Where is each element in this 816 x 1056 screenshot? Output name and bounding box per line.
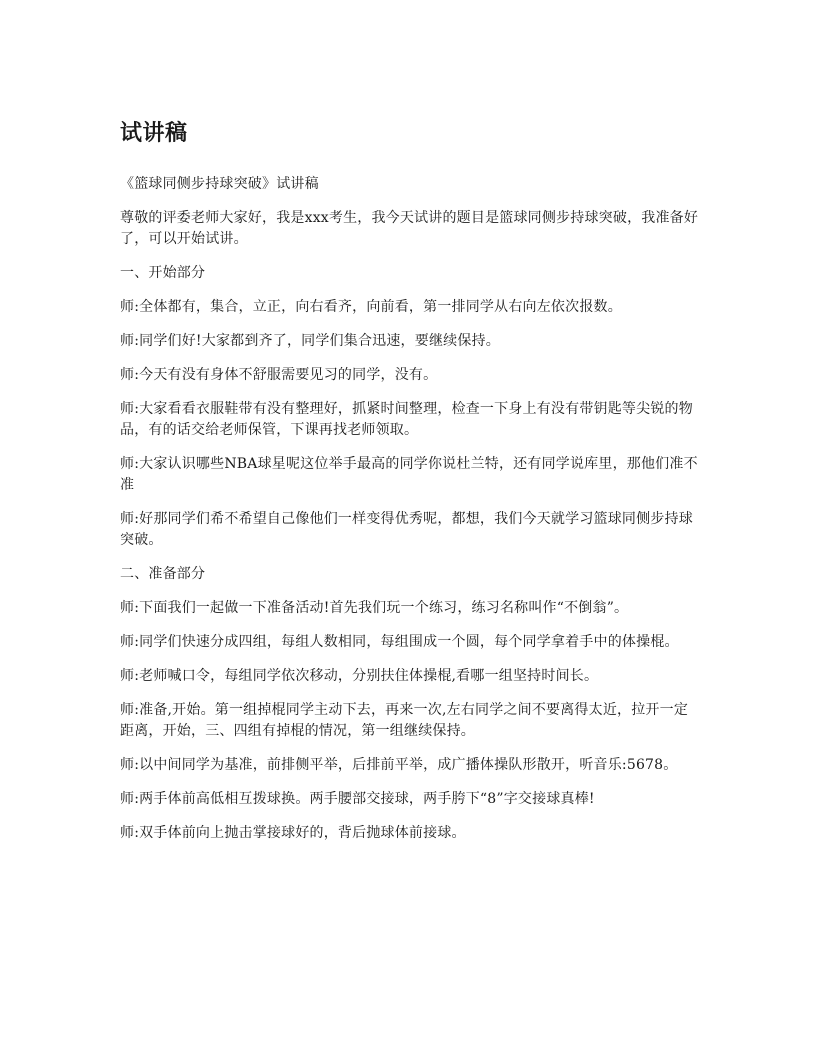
document-page [120,118,700,857]
body-paragraph: 师:同学们好!大家都到齐了，同学们集合迅速，要继续保持。 [120,333,500,349]
body-paragraph: 师:两手体前高低相互拨球换。两手腰部交接球，两手胯下“8”字交接球真棒! [120,791,595,807]
body-paragraph: 师:大家认识哪些NBA球星呢这位举手最高的同学你说杜兰特，还有同学说库里，那他们准不准 [120,456,698,493]
body-paragraph: 师:好那同学们希不希望自己像他们一样变得优秀呢，都想，我们今天就学习篮球同侧步持球突破。 [120,511,693,548]
body-paragraph: 师:准备,开始。第一组掉棍同学主动下去，再来一次,左右同学之间不要离得太近，拉开一定距离，开始，三、四组有掉棍的情况，第一组继续保持。 [120,702,689,739]
section-heading-start: 一、开始部分 [120,265,206,281]
body-paragraph: 师:大家看看衣服鞋带有没有整理好，抓紧时间整理，检查一下身上有没有带钥匙等尖锐的物品，有的话交给老师保管，下课再找老师领取。 [120,401,693,438]
body-paragraph: 师:下面我们一起做一下准备活动!首先我们玩一个练习，练习名称叫作“不倒翁”。 [120,600,629,616]
document-title: 试讲稿 [120,121,188,146]
body-paragraph: 师:以中间同学为基准，前排侧平举，后排前平举，成广播体操队形散开，听音乐:5678。 [120,757,678,773]
greeting-paragraph: 尊敬的评委老师大家好，我是xxx考生，我今天试讲的题目是篮球同侧步持球突破，我准备好了，可以开始试讲。 [120,210,699,247]
section-heading-prep: 二、准备部分 [120,566,206,582]
body-paragraph: 师:同学们快速分成四组，每组人数相同，每组围成一个圆，每个同学拿着手中的体操棍。 [120,634,679,650]
body-paragraph: 师:全体都有，集合，立正，向右看齐，向前看，第一排同学从右向左依次报数。 [120,299,622,315]
body-paragraph: 师:双手体前向上抛击掌接球好的，背后抛球体前接球。 [120,825,466,841]
lecture-subtitle: 《篮球同侧步持球突破》试讲稿 [120,176,319,192]
body-paragraph: 师:今天有没有身体不舒服需要见习的同学，没有。 [120,367,438,383]
body-paragraph: 师:老师喊口令，每组同学依次移动，分别扶住体操棍,看哪一组坚持时间长。 [120,668,599,684]
